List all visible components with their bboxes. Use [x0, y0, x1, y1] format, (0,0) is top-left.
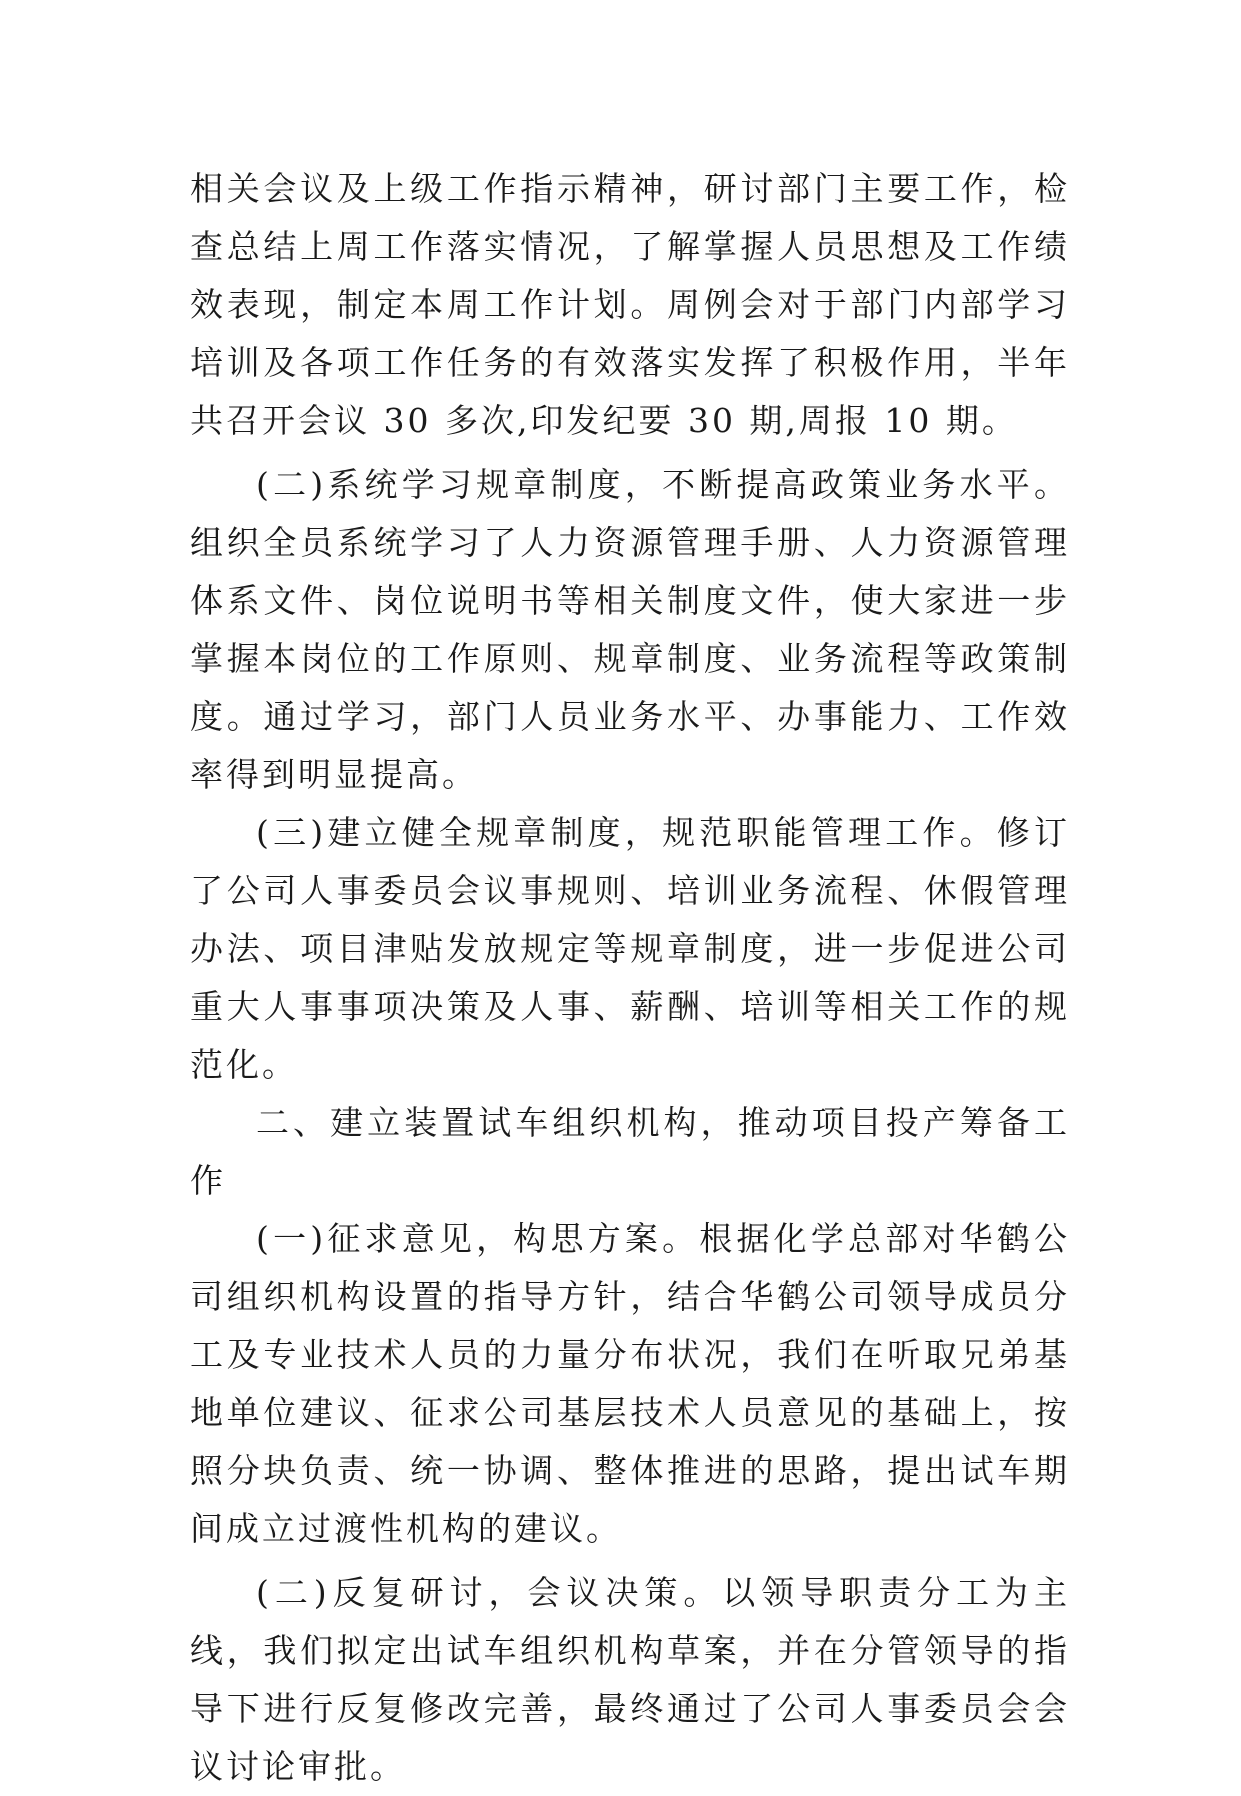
paragraph-solicit-opinions: (一)征求意见，构思方案。根据化学总部对华鹤公司组织机构设置的指导方针，结合华鹤公司领导成员分工及专业技术人员的力量分布状况，我们在听取兄弟基地单位建议、征求公司基层技术人员意见的基础上，按照分块负责、统一协调、整体推进的思路，提出试车期间成立过渡性机构的建议。 — [190, 1219, 1070, 1548]
paragraph-weekly-meeting: 相关会议及上级工作指示精神，研讨部门主要工作，检查总结上周工作落实情况，了解掌握人员思想及工作绩效表现，制定本周工作计划。周例会对于部门内部学习培训及各项工作任务的有效落实发挥了积极作用，半年共召开会议 30 多次,印发纪要 30 期,周报 10 期。 — [190, 169, 1070, 440]
document-body — [190, 160, 1070, 1796]
paragraph-repeated-discussion: (二)反复研讨，会议决策。以领导职责分工为主线，我们拟定出试车组织机构草案，并在分管领导的指导下进行反复修改完善，最终通过了公司人事委员会会议讨论审批。 — [190, 1573, 1070, 1786]
paragraph-study-regulations: (二)系统学习规章制度，不断提高政策业务水平。组织全员系统学习了人力资源管理手册、人力资源管理体系文件、岗位说明书等相关制度文件，使大家进一步掌握本岗位的工作原则、规章制度、业务流程等政策制度。通过学习，部门人员业务水平、办事能力、工作效率得到明显提高。 — [190, 465, 1070, 794]
section-heading-trial-organization: 二、建立装置试车组织机构，推动项目投产筹备工作 — [190, 1103, 1070, 1200]
paragraph-establish-regulations: (三)建立健全规章制度，规范职能管理工作。修订了公司人事委员会议事规则、培训业务流程、休假管理办法、项目津贴发放规定等规章制度，进一步促进公司重大人事事项决策及人事、薪酬、培训等相关工作的规范化。 — [190, 813, 1070, 1084]
